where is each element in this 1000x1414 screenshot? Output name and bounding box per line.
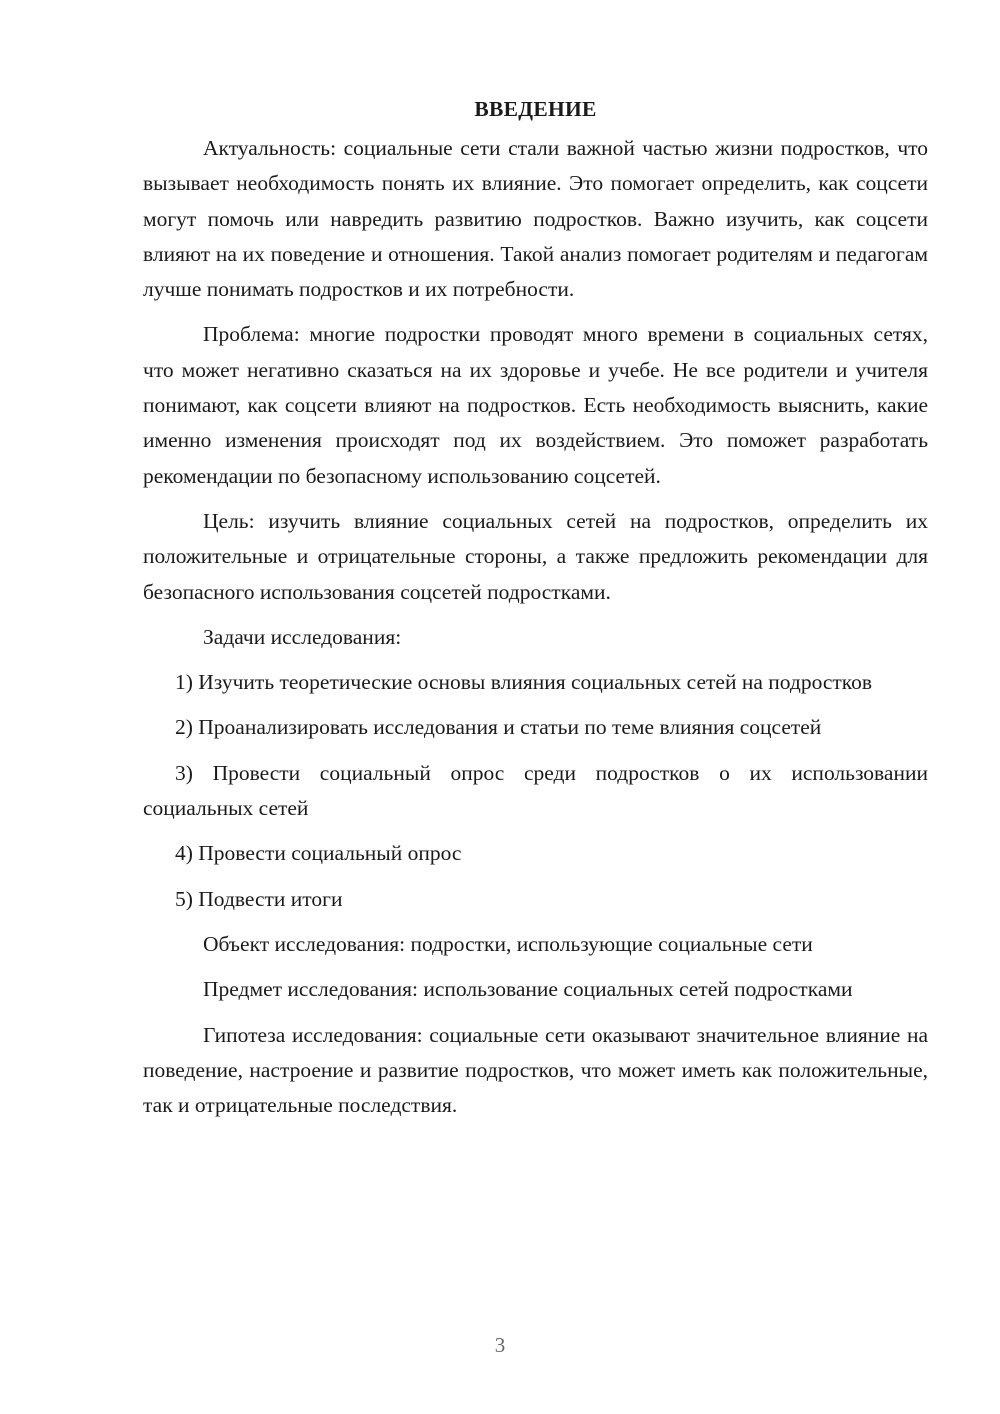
- relevance-paragraph: Актуальность: социальные сети стали важной частью жизни подростков, что вызывает необходимость понять их влияние. Это помогает определить, как соцсети могут помочь или навредить развитию подростков. Важно изучить, как соцсети влияют на их поведение и отношения. Такой анализ помогает родителям и педагогам лучше понимать подростков и их потребности.: [143, 136, 928, 302]
- task-item-3: 3) Провести социальный опрос среди подростков о их использовании социальных сетей: [143, 760, 928, 821]
- page-title: ВВЕДЕНИЕ: [474, 97, 597, 121]
- document-page: [143, 92, 928, 1123]
- task-item-5: 5) Подвести итоги: [175, 886, 343, 911]
- subject-paragraph: Предмет исследования: использование социальных сетей подростками: [203, 977, 853, 1002]
- object-paragraph: Объект исследования: подростки, использующие социальные сети: [203, 931, 813, 956]
- goal-paragraph: Цель: изучить влияние социальных сетей на подростков, определить их положительные и отрицательные стороны, а также предложить рекомендации для безопасного использования соцсетей подростками.: [143, 508, 928, 604]
- task-item-2: 2) Проанализировать исследования и статьи по теме влияния соцсетей: [175, 715, 822, 740]
- task-item-1: 1) Изучить теоретические основы влияния социальных сетей на подростков: [175, 670, 873, 695]
- tasks-heading: Задачи исследования:: [203, 624, 402, 649]
- hypothesis-paragraph: Гипотеза исследования: социальные сети оказывают значительное влияние на поведение, настроение и развитие подростков, что может иметь как положительные, так и отрицательные последствия.: [143, 1022, 928, 1118]
- problem-paragraph: Проблема: многие подростки проводят много времени в социальных сетях, что может негативно сказаться на их здоровье и учебе. Не все родители и учителя понимают, как соцсети влияют на подростков. Есть необходимость выяснить, какие именно изменения происходят под их воздействием. Это поможет разработать рекомендации по безопасному использованию соцсетей.: [143, 322, 928, 488]
- page-number: 3: [494, 1333, 506, 1357]
- task-item-4: 4) Провести социальный опрос: [175, 841, 462, 866]
